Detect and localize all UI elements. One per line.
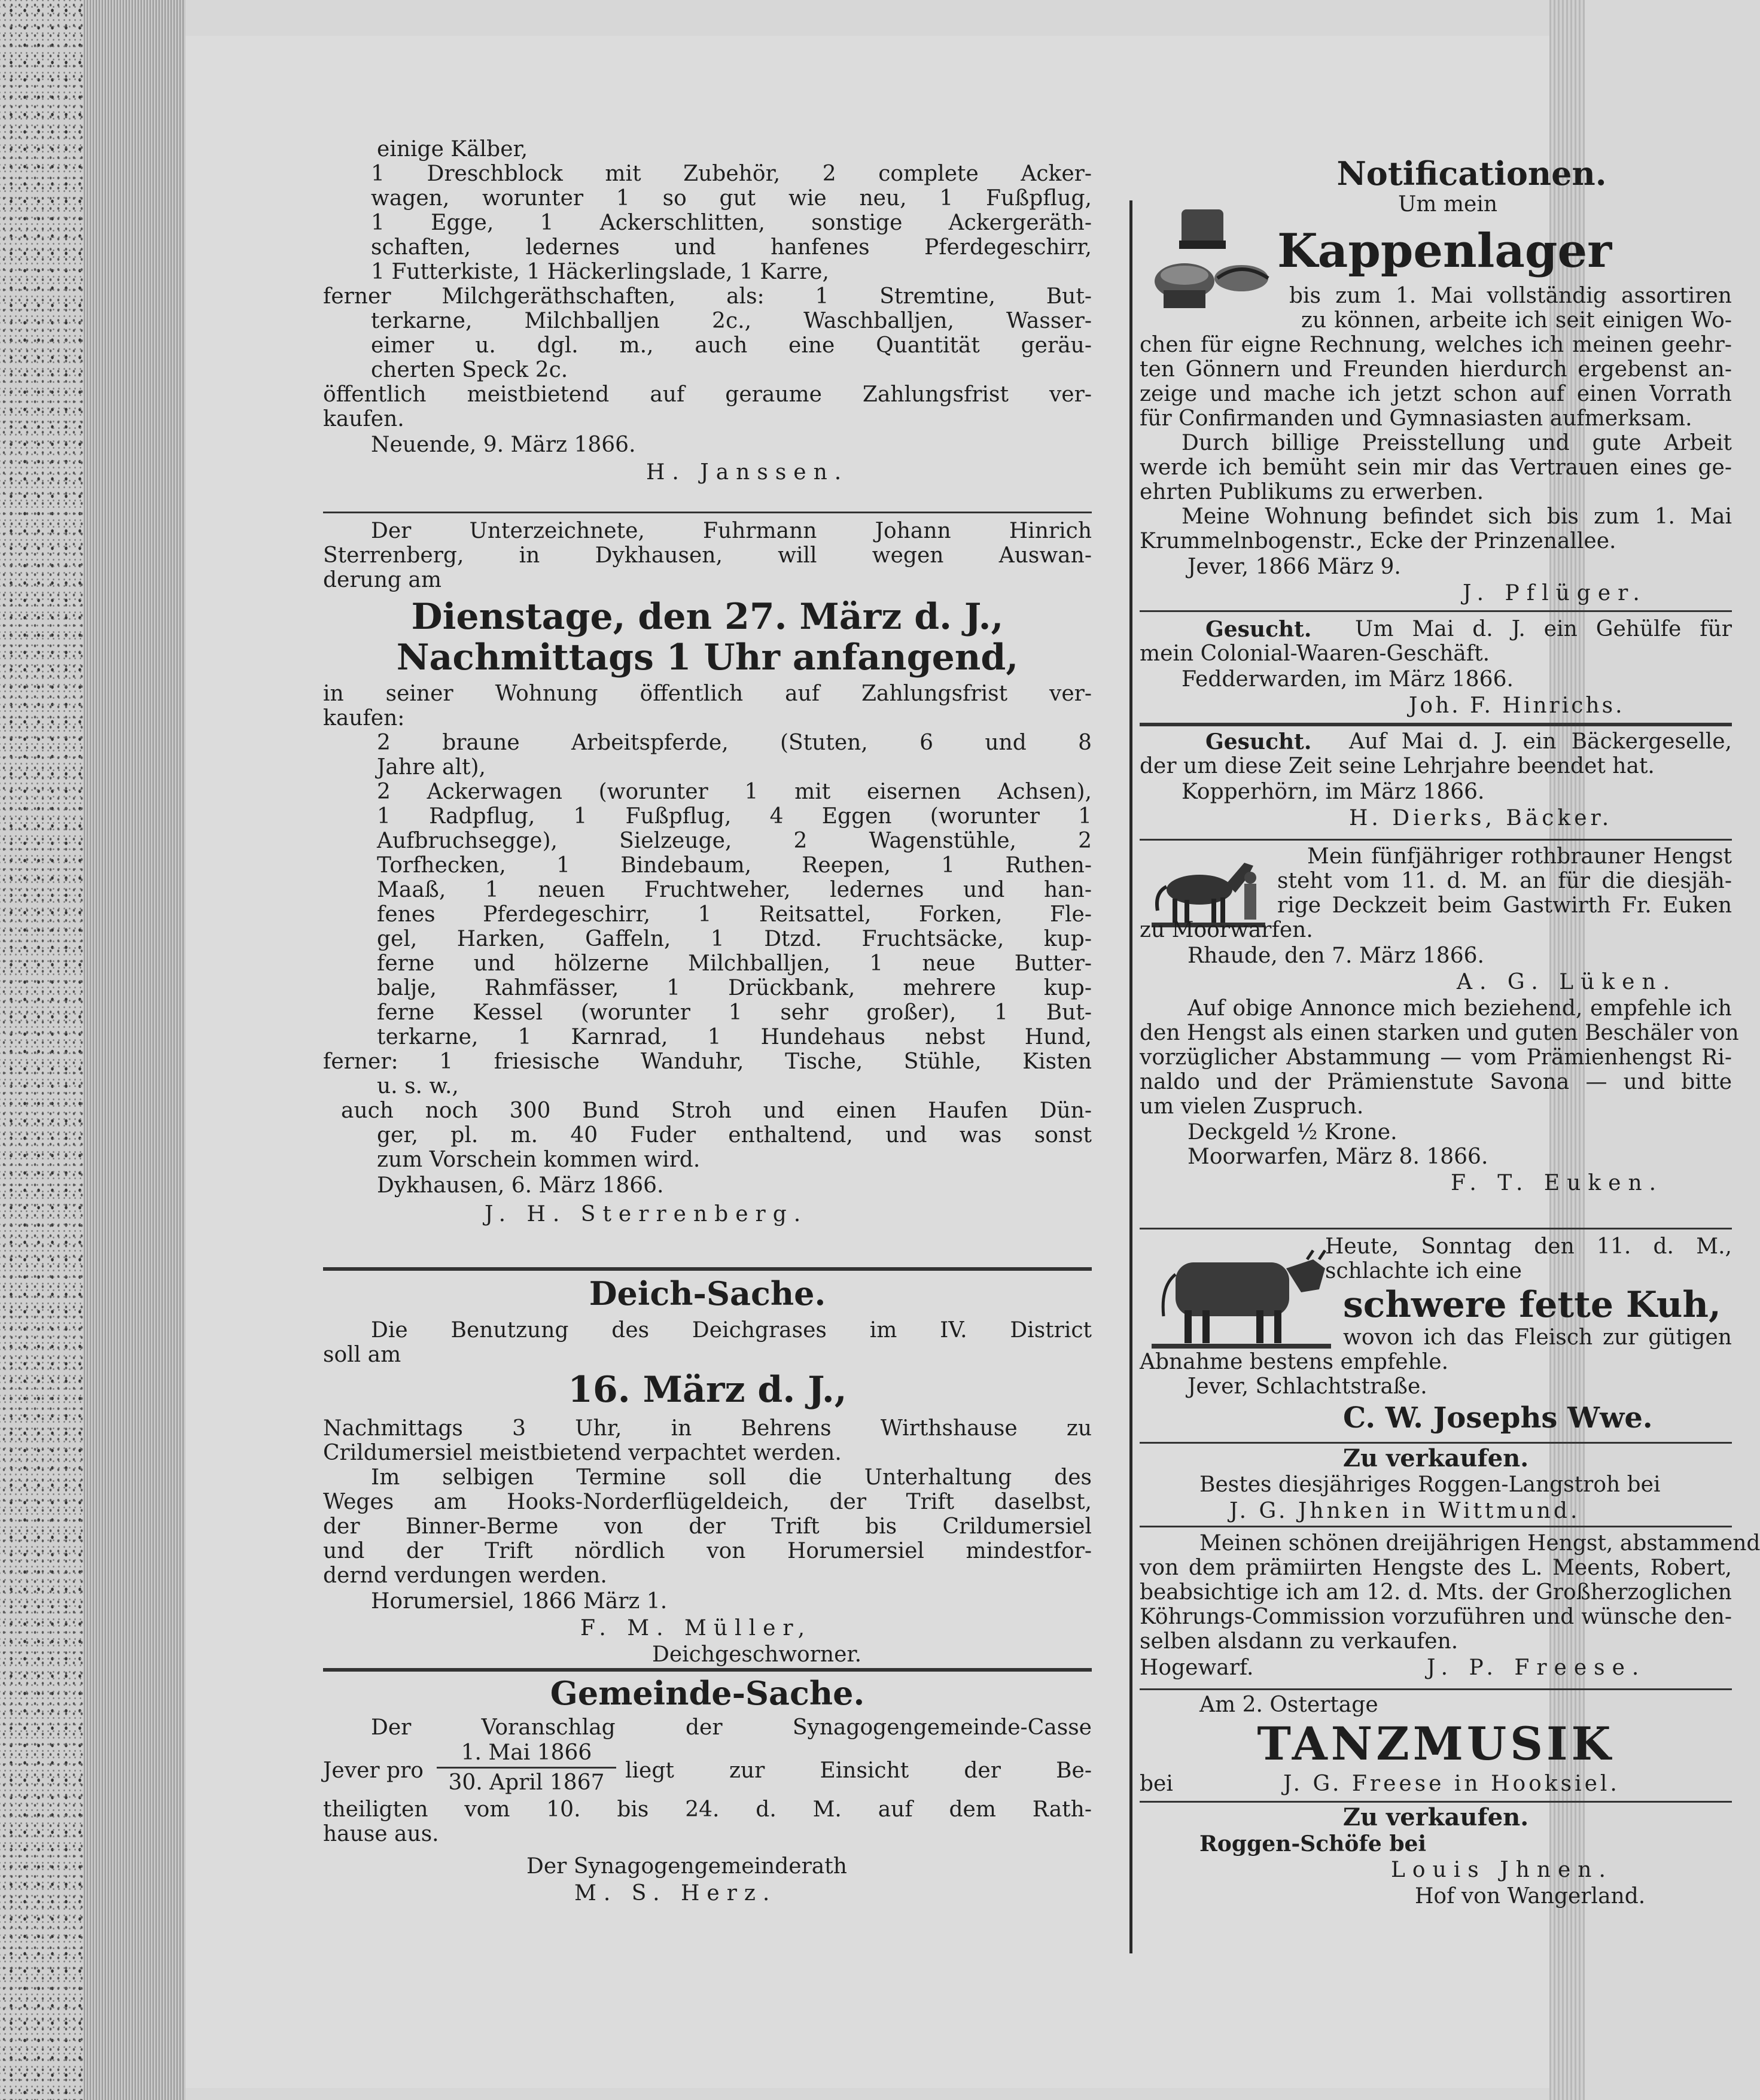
auction-time-headline: Nachmittags 1 Uhr anfangend,	[396, 637, 1019, 678]
text-line: Weges am Hooks-Norderflügeldeich, der Trift daselbst,	[323, 1490, 1092, 1514]
text-line: ehrten Publikums zu erwerben.	[1140, 480, 1484, 504]
divider-rule	[1140, 610, 1732, 612]
text-line: 1 Egge, 1 Ackerschlitten, sonstige Ackergeräth-	[371, 211, 1092, 235]
text-line: auch noch 300 Bund Stroh und einen Haufen Dün-	[341, 1098, 1092, 1123]
text-line: Meine Wohnung befindet sich bis zum 1. Mai	[1182, 504, 1732, 529]
text-line: Aufbruchsegge), Sielzeuge, 2 Wagenstühle, 2	[377, 829, 1092, 853]
signature: A. G. Lüken.	[1457, 970, 1677, 994]
text-line: liegt zur Einsicht der Be-	[625, 1758, 1092, 1783]
text-line: schlachte ich eine	[1325, 1259, 1522, 1283]
text-line: dernd verdungen werden.	[323, 1563, 607, 1588]
divider-rule	[1140, 1801, 1732, 1803]
text-line: ger, pl. m. 40 Fuder enthaltend, und was sonst	[377, 1123, 1092, 1148]
signature: H. Janssen.	[646, 460, 849, 485]
section-title: Gemeinde-Sache.	[550, 1674, 865, 1712]
text-line: zu können, arbeite ich seit einigen Wo-	[1301, 308, 1732, 333]
text-line: cherten Speck 2c.	[371, 358, 568, 382]
stud-fee: Deckgeld ½ Krone.	[1187, 1120, 1397, 1145]
signature: J. G. Freese in Hooksiel.	[1283, 1772, 1620, 1796]
text-line: fenes Pferdegeschirr, 1 Reitsattel, Forken, Fle-	[377, 902, 1092, 927]
tanzmusik-headline: TANZMUSIK	[1257, 1717, 1615, 1770]
text-line: ferne Kessel (worunter 1 sehr großer), 1 But-	[377, 1000, 1092, 1025]
text-line: Am 2. Ostertage	[1199, 1693, 1378, 1717]
signature: F. T. Euken.	[1451, 1171, 1664, 1195]
text-line: Um Mai d. J. ein Gehülfe für	[1355, 617, 1732, 641]
book-edge-speckle	[0, 0, 84, 2100]
signature: J. Pflüger.	[1463, 581, 1647, 605]
text-line: rige Deckzeit beim Gastwirth Fr. Euken	[1277, 893, 1732, 918]
signature: J. H. Sterrenberg.	[485, 1202, 808, 1226]
signature: H. Dierks, Bäcker.	[1349, 806, 1613, 830]
text-line: werde ich bemüht sein mir das Vertrauen eines ge-	[1140, 455, 1732, 480]
text-line: gel, Harken, Gaffeln, 1 Dtzd. Fruchtsäcke, kup-	[377, 927, 1092, 951]
divider-rule	[323, 1668, 1092, 1672]
text-line: Mein fünfjähriger rothbrauner Hengst	[1307, 844, 1732, 869]
section-title: Zu verkaufen.	[1342, 1803, 1529, 1831]
text-line: Heute, Sonntag den 11. d. M.,	[1325, 1234, 1732, 1259]
signature: Joh. F. Hinrichs.	[1409, 693, 1625, 718]
section-title: Notificationen.	[1336, 154, 1607, 193]
text-line: den Hengst als einen starken und guten Beschäler von	[1140, 1021, 1739, 1045]
place: Hogewarf.	[1140, 1655, 1254, 1680]
kuh-headline: schwere fette Kuh,	[1343, 1284, 1721, 1326]
divider-rule	[1140, 1442, 1732, 1444]
text-line: Im selbigen Termine soll die Unterhaltung des	[371, 1465, 1092, 1490]
text-line: um vielen Zuspruch.	[1140, 1094, 1364, 1119]
text-line: schaften, ledernes und hanfenes Pferdegeschirr,	[371, 235, 1092, 260]
divider-rule	[1140, 1228, 1732, 1229]
newspaper-page	[185, 36, 1760, 2088]
text-line: einige Kälber,	[377, 137, 528, 162]
text-line: Durch billige Preisstellung und gute Arbeit	[1182, 431, 1732, 455]
place-date: Horumersiel, 1866 März 1.	[371, 1589, 668, 1614]
text-line: eimer u. dgl. m., auch eine Quantität geräu-	[371, 333, 1092, 358]
place-date: Jever, Schlachtstraße.	[1187, 1374, 1427, 1399]
text-line: der Binner-Berme von der Trift bis Crildumersiel	[323, 1514, 1092, 1539]
signature: M. S. Herz.	[574, 1881, 777, 1906]
text-line: 2 Ackerwagen (worunter 1 mit eisernen Achsen),	[377, 780, 1092, 804]
text-line: Der Unterzeichnete, Fuhrmann Johann Hinrich	[371, 519, 1092, 543]
text-line: und der Trift nördlich von Horumersiel mindestfor-	[323, 1539, 1092, 1563]
text-line: öffentlich meistbietend auf geraume Zahlungsfrist ver-	[323, 382, 1092, 407]
place-date: Fedderwarden, im März 1866.	[1182, 667, 1514, 692]
text-line: Abnahme bestens empfehle.	[1140, 1350, 1449, 1374]
text-line: chen für eigne Rechnung, welches ich meinen geehr-	[1140, 333, 1732, 357]
gesucht-label: Gesucht.	[1205, 729, 1312, 754]
text-line: Sterrenberg, in Dykhausen, will wegen Auswan-	[323, 543, 1092, 568]
text-line: bei	[1140, 1772, 1173, 1796]
text-line: Die Benutzung des Deichgrases im IV. District	[371, 1318, 1092, 1343]
auction-date-headline: Dienstage, den 27. März d. J.,	[411, 596, 1004, 638]
text-line: Auf Mai d. J. ein Bäckergeselle,	[1349, 729, 1732, 754]
text-line: Crildumersiel meistbietend verpachtet werden.	[323, 1441, 842, 1465]
text-line: Köhrungs-Commission vorzuführen und wünsche den-	[1140, 1605, 1732, 1629]
divider-rule	[1140, 839, 1732, 841]
text-line: u. s. w.,	[377, 1074, 459, 1098]
text-line: derung am	[323, 568, 442, 592]
text-line: vorzüglicher Abstammung — vom Prämienhengst Ri-	[1140, 1045, 1732, 1070]
divider-rule	[1140, 1688, 1732, 1690]
place-date: Rhaude, den 7. März 1866.	[1187, 944, 1484, 968]
signature: J. G. Jhnken in Wittmund.	[1229, 1499, 1581, 1523]
fraction-top: 1. Mai 1866	[461, 1740, 592, 1765]
signature: J. P. Freese.	[1427, 1655, 1646, 1680]
divider-rule	[323, 512, 1092, 513]
text-line: Jahre alt),	[377, 755, 486, 780]
place-date: Moorwarfen, März 8. 1866.	[1187, 1145, 1488, 1169]
text-line: hause aus.	[323, 1822, 439, 1846]
text-line: Roggen-Schöfe bei	[1199, 1831, 1427, 1856]
text-line: wovon ich das Fleisch zur gütigen	[1343, 1325, 1732, 1350]
left-column	[323, 36, 1092, 2088]
text-line: beabsichtige ich am 12. d. Mts. der Großherzoglichen	[1140, 1580, 1732, 1605]
text-line: für Confirmanden und Gymnasiasten aufmerksam.	[1140, 406, 1692, 431]
text-line: in seiner Wohnung öffentlich auf Zahlungsfrist ver-	[323, 681, 1092, 706]
text-line: mein Colonial-Waaren-Geschäft.	[1140, 641, 1490, 666]
text-line: 1 Dreschblock mit Zubehör, 2 complete Acker-	[371, 162, 1092, 186]
text-line: Der Voranschlag der Synagogengemeinde-Casse	[371, 1715, 1092, 1740]
section-title: Zu verkaufen.	[1342, 1444, 1529, 1472]
signature: Louis Jhnen.	[1391, 1858, 1613, 1882]
text-line: zeige und mache ich jetzt schon auf einen Vorrath	[1140, 382, 1732, 406]
text-line: terkarne, Milchballjen 2c., Waschballjen, Wasser-	[371, 309, 1092, 333]
text-line: Bestes diesjähriges Roggen-Langstroh bei	[1199, 1472, 1661, 1497]
text-line: Torfhecken, 1 Bindebaum, Reepen, 1 Ruthen-	[377, 853, 1092, 878]
text-line: Krummelnbogenstr., Ecke der Prinzenallee.	[1140, 529, 1616, 553]
text-line: zum Vorschein kommen wird.	[377, 1148, 701, 1172]
text-line: naldo und der Prämienstute Savona — und bitte	[1140, 1070, 1732, 1094]
text-line: Auf obige Annonce mich beziehend, empfehle ich	[1187, 996, 1732, 1021]
text-line: 2 braune Arbeitspferde, (Stuten, 6 und 8	[377, 731, 1092, 755]
text-line: der um diese Zeit seine Lehrjahre beendet hat.	[1140, 754, 1655, 778]
text-line: ferne und hölzerne Milchballjen, 1 neue Butter-	[377, 951, 1092, 976]
text-line: zu Moorwarfen.	[1140, 918, 1313, 942]
text-line: soll am	[323, 1343, 401, 1367]
signature: Der Synagogengemeinderath	[526, 1854, 847, 1879]
fraction-bottom: 30. April 1867	[448, 1770, 605, 1795]
text-line: selben alsdann zu verkaufen.	[1140, 1629, 1458, 1654]
divider-rule	[323, 1267, 1092, 1271]
text-line: von dem prämiirten Hengste des L. Meents, Robert,	[1140, 1556, 1732, 1580]
text-line: kaufen.	[323, 407, 404, 431]
text-line: bis zum 1. Mai vollständig assortiren	[1289, 284, 1732, 308]
text-line: wagen, worunter 1 so gut wie neu, 1 Fußpflug,	[371, 186, 1092, 211]
lease-date-headline: 16. März d. J.,	[568, 1369, 847, 1411]
text-line: balje, Rahmfässer, 1 Drückbank, mehrere kup-	[377, 976, 1092, 1000]
gesucht-label: Gesucht.	[1205, 617, 1312, 642]
right-column	[1140, 36, 1760, 2088]
signature: F. M. Müller,	[580, 1616, 812, 1641]
page-stack-edge	[84, 0, 185, 2100]
text-line: 1 Radpflug, 1 Fußpflug, 4 Eggen (worunter 1	[377, 804, 1092, 829]
section-title: Deich-Sache.	[589, 1274, 826, 1313]
text-line: theiligten vom 10. bis 24. d. M. auf dem Rath-	[323, 1797, 1092, 1822]
place-date: Kopperhörn, im März 1866.	[1182, 780, 1485, 804]
signature: C. W. Josephs Wwe.	[1343, 1401, 1653, 1435]
signature: Hof von Wangerland.	[1415, 1884, 1646, 1909]
text-line: Maaß, 1 neuen Fruchtweher, ledernes und han-	[377, 878, 1092, 902]
column-divider	[1129, 200, 1132, 1953]
signature-role: Deichgeschworner.	[652, 1642, 862, 1667]
text-line: ferner: 1 friesische Wanduhr, Tische, Stühle, Kisten	[323, 1049, 1092, 1074]
divider-rule	[1140, 723, 1732, 726]
kappenlager-headline: Kappenlager	[1277, 224, 1612, 278]
text-line: Nachmittags 3 Uhr, in Behrens Wirthshause zu	[323, 1416, 1092, 1441]
text-line: Um mein	[1397, 192, 1498, 217]
text-line: Jever pro	[323, 1758, 424, 1783]
text-line: ten Gönnern und Freunden hierdurch ergebenst an-	[1140, 357, 1732, 382]
fraction-bar	[437, 1767, 616, 1769]
text-line: Meinen schönen dreijährigen Hengst, abstammend	[1199, 1531, 1760, 1556]
text-line: 1 Futterkiste, 1 Häckerlingslade, 1 Karre,	[371, 260, 829, 284]
divider-rule	[1140, 1526, 1732, 1527]
place-date: Dykhausen, 6. März 1866.	[377, 1173, 664, 1198]
text-line: steht vom 11. d. M. an für die diesjäh-	[1277, 869, 1732, 893]
text-line: ferner Milchgeräthschaften, als: 1 Stremtine, But-	[323, 284, 1092, 309]
place-date: Neuende, 9. März 1866.	[371, 433, 636, 457]
text-line: terkarne, 1 Karnrad, 1 Hundehaus nebst Hund,	[377, 1025, 1092, 1049]
place-date: Jever, 1866 März 9.	[1187, 555, 1401, 579]
text-line: kaufen:	[323, 706, 405, 731]
